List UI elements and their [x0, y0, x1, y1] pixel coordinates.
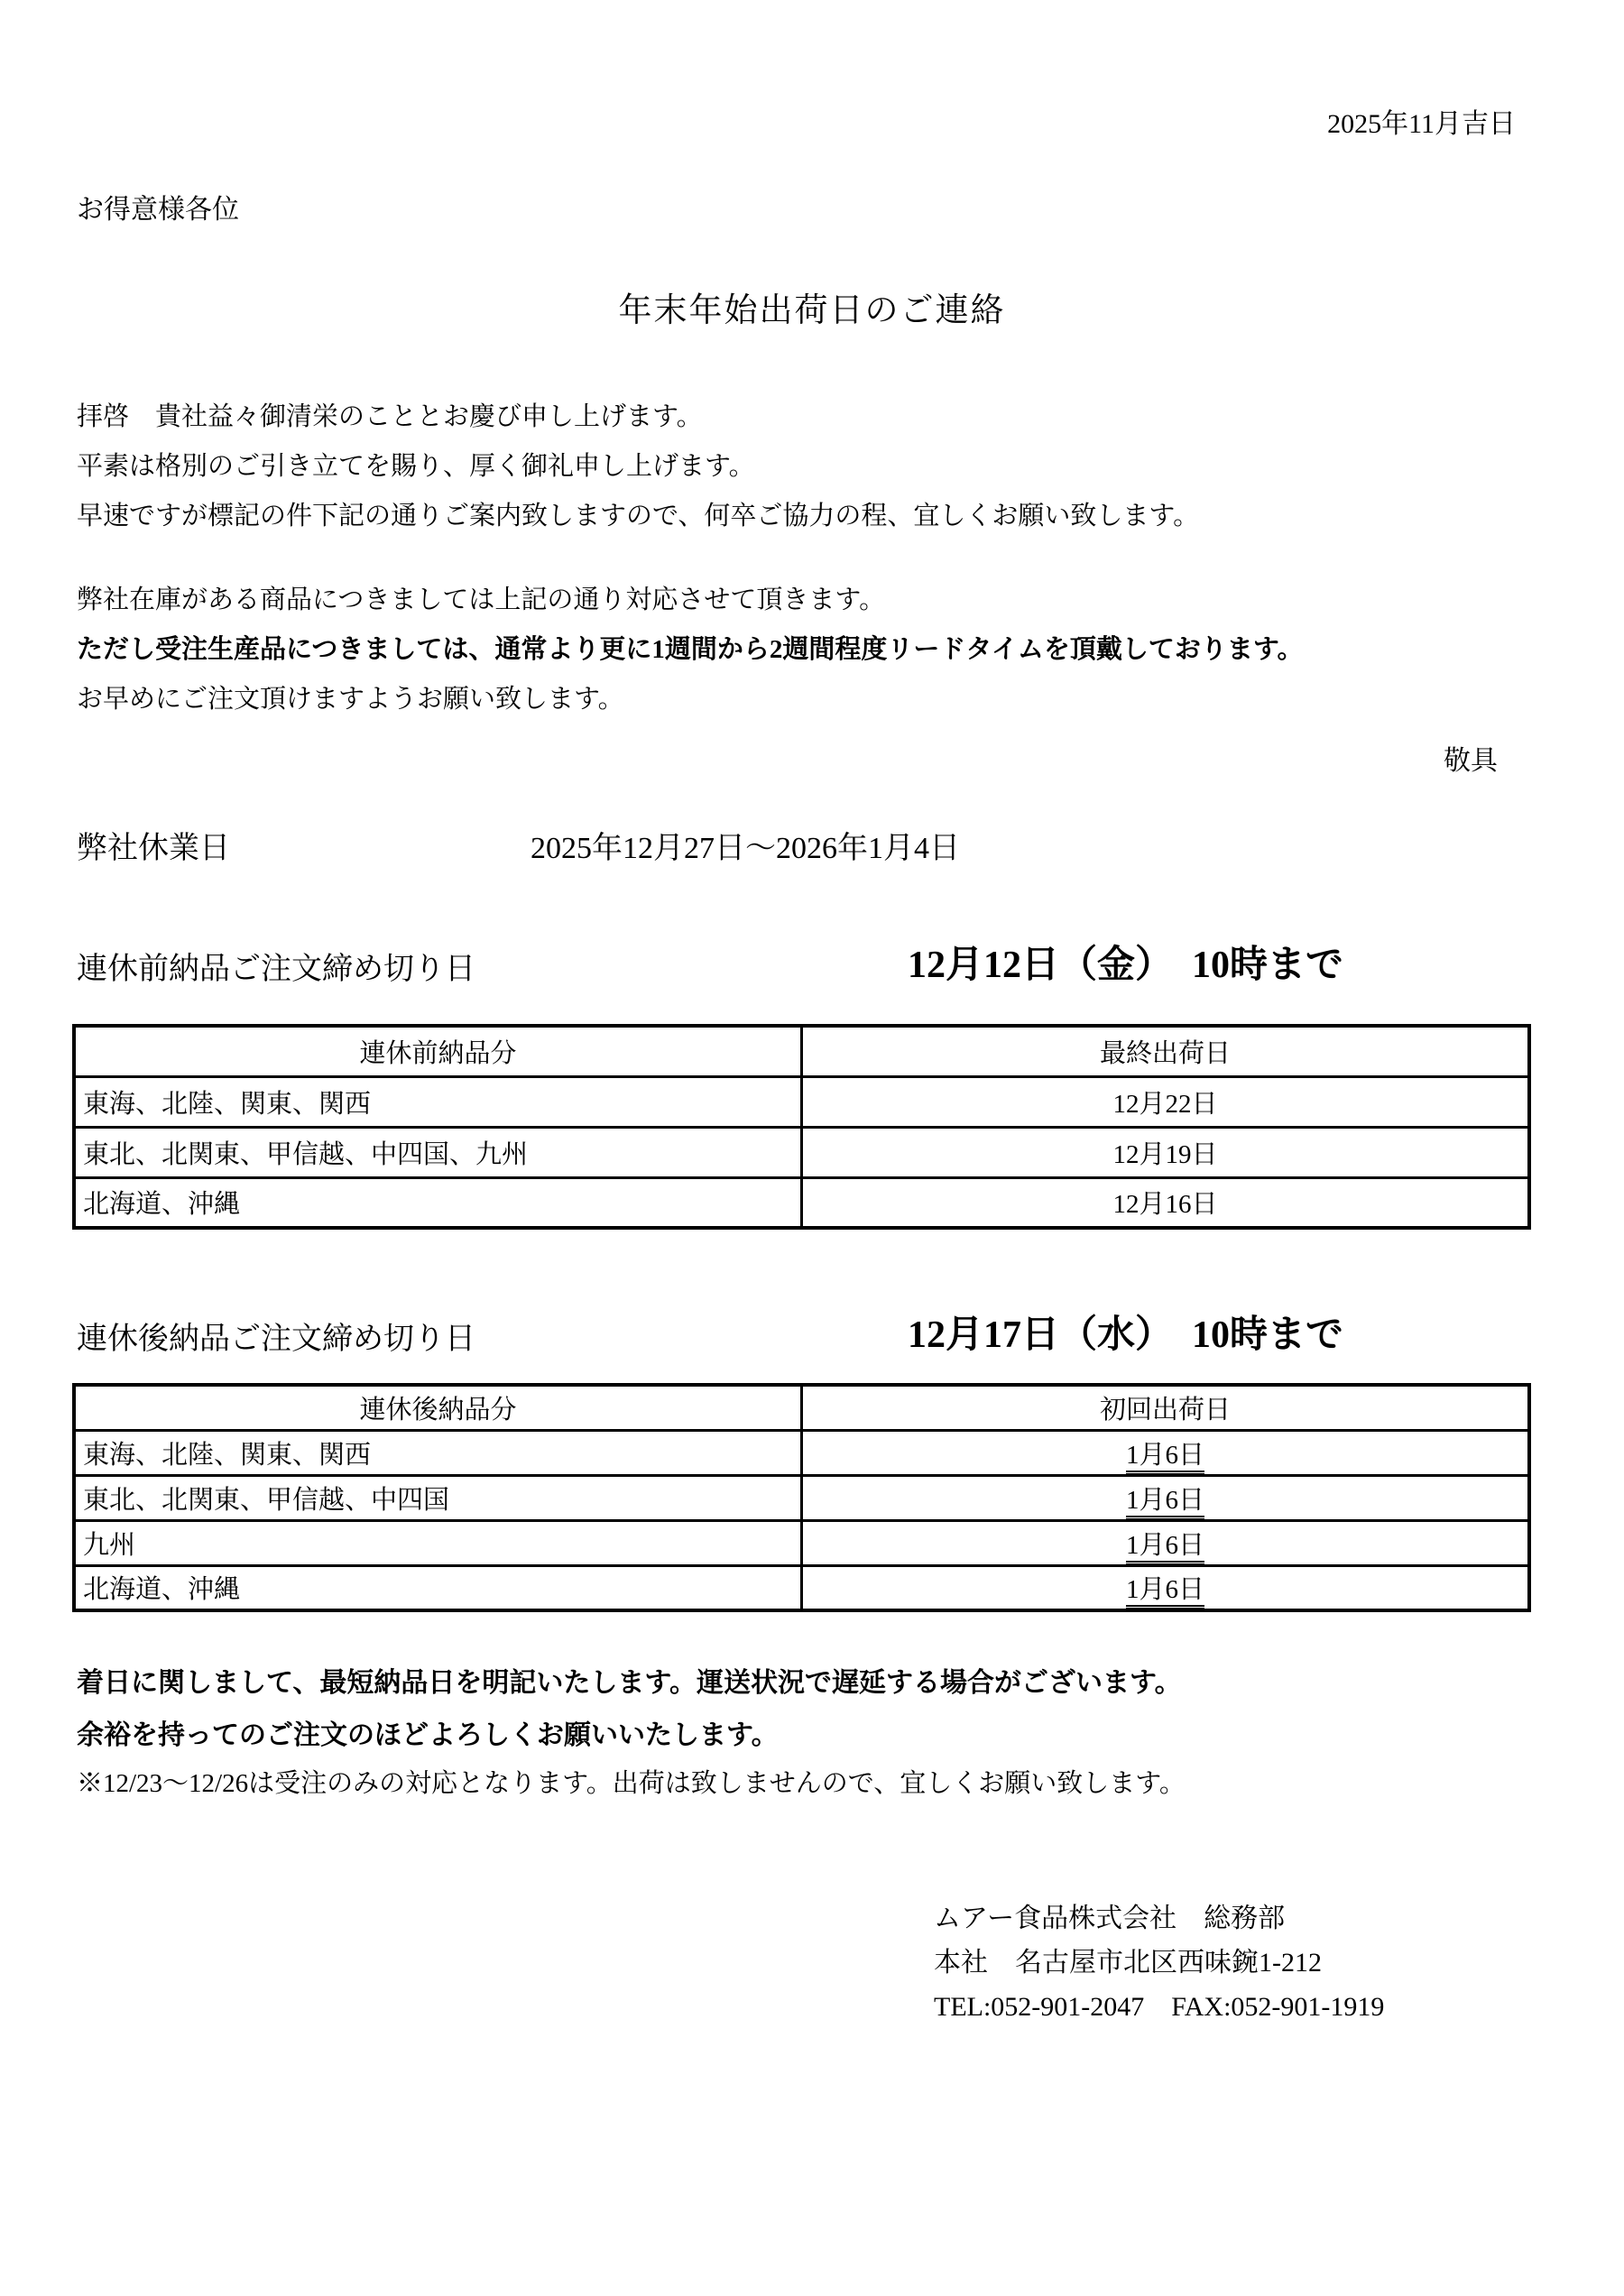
- ship-date-cell: 12月16日: [802, 1177, 1530, 1228]
- region-cell: 北海道、沖縄: [74, 1177, 802, 1228]
- post-holiday-heading: 連休後納品ご注文締め切り日: [77, 1323, 475, 1356]
- region-cell: 東海、北陸、関東、関西: [74, 1430, 802, 1475]
- post-holiday-deadline: 12月17日（水） 10時まで: [908, 1314, 1344, 1356]
- holiday-label: 弊社休業日: [77, 832, 230, 865]
- first-ship-date: 1月6日: [1126, 1575, 1204, 1609]
- page-title: 年末年始出荷日のご連絡: [618, 292, 1006, 329]
- table-row: [74, 1565, 1529, 1610]
- first-ship-date: 1月6日: [1126, 1441, 1204, 1475]
- ship-date-cell: [802, 1475, 1530, 1520]
- greeting-paragraph: [77, 392, 1199, 541]
- table-row: [74, 1430, 1529, 1475]
- pre-holiday-table: [72, 1024, 1531, 1230]
- table-header-row: [74, 1026, 1529, 1076]
- early-order-notice-line: お早めにご注文頂けますようお願い致します。: [77, 685, 624, 714]
- company-holiday-row: [77, 823, 1547, 864]
- company-name: ムアー食品株式会社 総務部: [934, 1904, 1286, 1933]
- pre-holiday-col-header-region: 連休前納品分: [74, 1026, 802, 1076]
- greeting-line-1: 拝啓 貴社益々御清栄のこととお慶び申し上げます。: [77, 402, 703, 431]
- first-ship-date: 1月6日: [1126, 1486, 1204, 1520]
- stock-notice-line: 弊社在庫がある商品につきましては上記の通り対応させて頂きます。: [77, 586, 886, 614]
- ship-date-cell: [802, 1520, 1530, 1565]
- notice-paragraph: [77, 576, 1304, 724]
- table-row: [74, 1520, 1529, 1565]
- table-row: [74, 1475, 1529, 1520]
- post-holiday-col-header-region: 連休後納品分: [74, 1385, 802, 1430]
- greeting-line-3: 早速ですが標記の件下記の通りご案内致しますので、何卒ご協力の程、宜しくお願い致します。: [77, 502, 1200, 530]
- greeting-line-2: 平素は格別のご引き立てを賜り、厚く御礼申し上げます。: [77, 452, 755, 481]
- company-address: 本社 名古屋市北区西味鋺1-212: [934, 1948, 1322, 1978]
- ship-date-cell: [802, 1565, 1530, 1610]
- table-row: [74, 1076, 1529, 1127]
- pre-holiday-col-header-date: 最終出荷日: [802, 1026, 1530, 1076]
- region-cell: 東海、北陸、関東、関西: [74, 1076, 802, 1127]
- holiday-period: 2025年12月27日～2026年1月4日: [531, 832, 960, 865]
- post-holiday-table: [72, 1383, 1531, 1612]
- table-row: [74, 1127, 1529, 1177]
- pre-holiday-deadline: 12月12日（金） 10時まで: [908, 945, 1344, 986]
- pre-holiday-heading: 連休前納品ご注文締め切り日: [77, 953, 475, 986]
- ship-date-cell: [802, 1430, 1530, 1475]
- region-cell: 東北、北関東、甲信越、中四国、九州: [74, 1127, 802, 1177]
- order-only-note: ※12/23～12/26は受注のみの対応となります。出荷は致しませんので、宜しくお願い致します。: [77, 1769, 1186, 1798]
- region-cell: 東北、北関東、甲信越、中四国: [74, 1475, 802, 1520]
- region-cell: 九州: [74, 1520, 802, 1565]
- post-holiday-deadline-row: [77, 1305, 1547, 1355]
- region-cell: 北海道、沖縄: [74, 1565, 802, 1610]
- pre-holiday-deadline-row: [77, 935, 1547, 985]
- table-header-row: [74, 1385, 1529, 1430]
- first-ship-date: 1月6日: [1126, 1531, 1204, 1565]
- recipient-line: お得意様各位: [77, 195, 239, 225]
- company-signature-block: [934, 1896, 1384, 2029]
- table-row: [74, 1177, 1529, 1228]
- ship-date-cell: 12月19日: [802, 1127, 1530, 1177]
- lead-time-notice-line: ただし受注生産品につきましては、通常より更に1週間から2週間程度リードタイムを頂戴しております。: [77, 635, 1304, 664]
- arrival-note-line-2: 余裕を持ってのご注文のほどよろしくお願いいたします。: [77, 1720, 779, 1750]
- closing-word: 敬具: [1444, 746, 1498, 776]
- issue-date: 2025年11月吉日: [1327, 109, 1516, 139]
- ship-date-cell: 12月22日: [802, 1076, 1530, 1127]
- company-contact: TEL:052-901-2047 FAX:052-901-1919: [934, 1992, 1385, 2022]
- arrival-note-line-1: 着日に関しまして、最短納品日を明記いたします。運送状況で遅延する場合がございます。: [77, 1668, 1182, 1698]
- post-holiday-col-header-date: 初回出荷日: [802, 1385, 1530, 1430]
